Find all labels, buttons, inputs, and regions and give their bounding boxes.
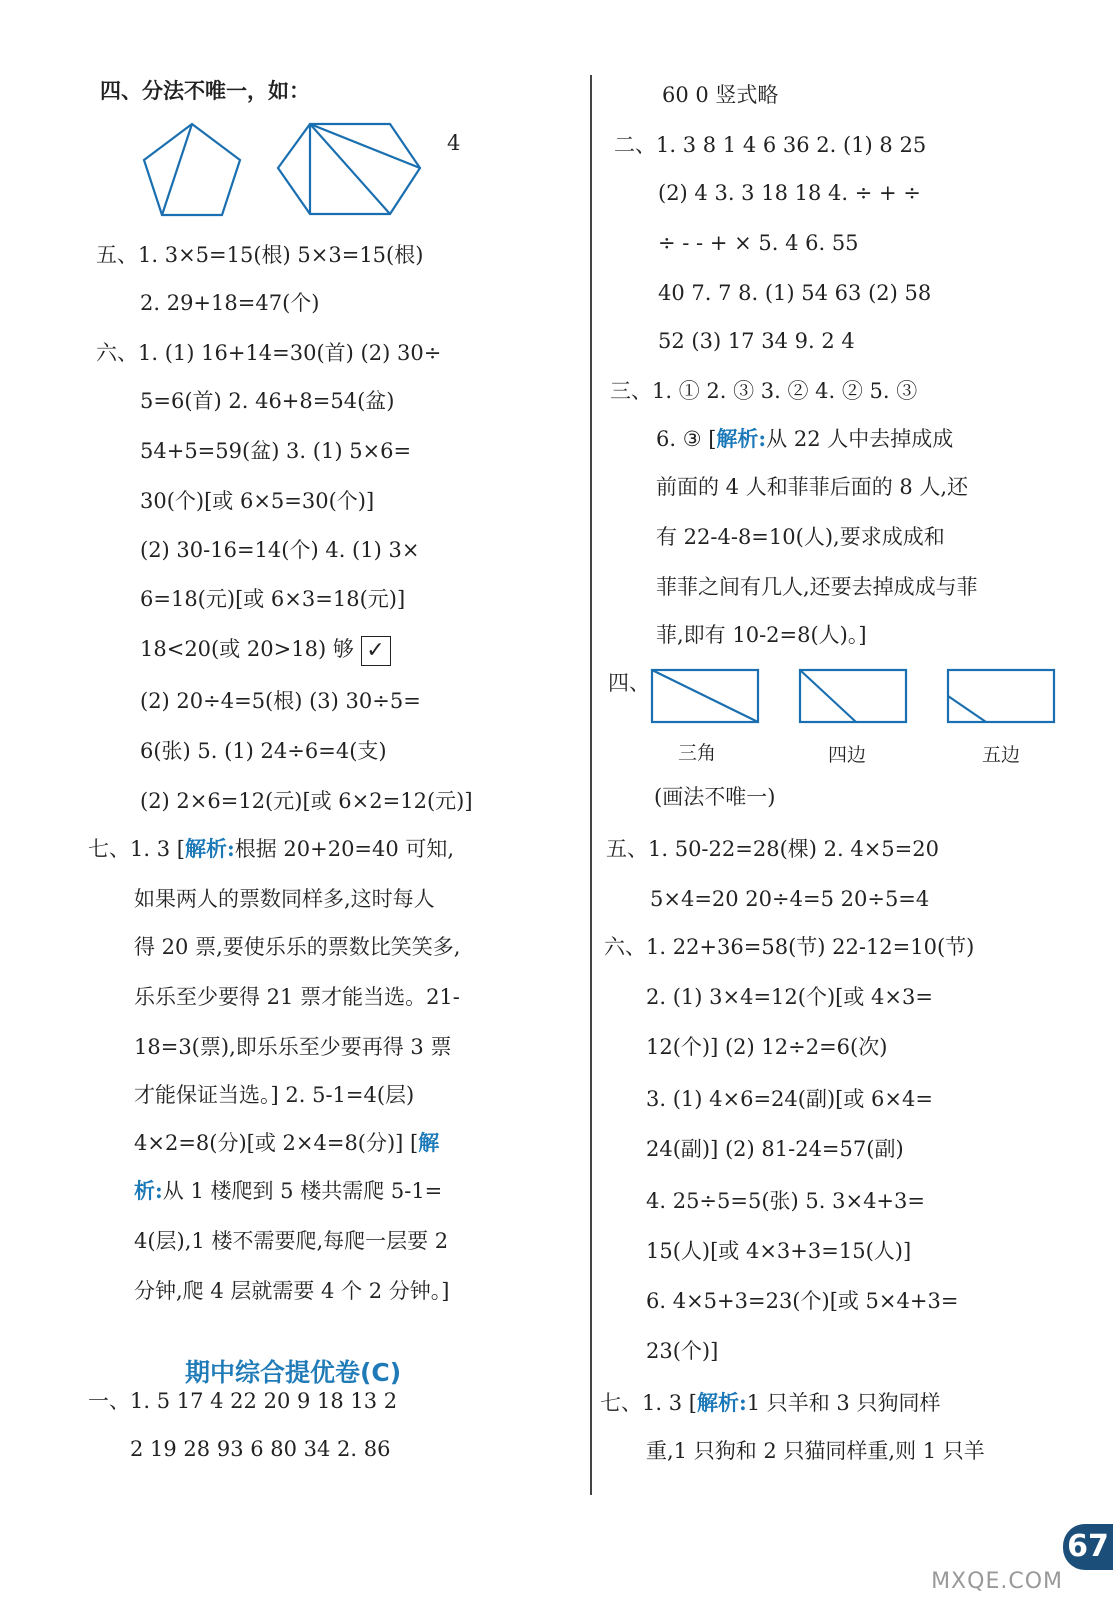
r6-line-3: 12(个)] (2) 12÷2=6(次): [646, 1035, 888, 1059]
s7-line-6: 才能保证当选。] 2. 5-1=4(层): [134, 1083, 415, 1107]
page-number: 67: [1063, 1524, 1113, 1570]
s7-line-8: [134, 1176, 442, 1206]
r6-line-7: 15(人)[或 4×3+3=15(人)]: [646, 1239, 912, 1263]
rect-triangle-cut: [652, 670, 758, 722]
s6-line-4: 30(个)[或 6×5=30(个)]: [140, 489, 375, 513]
r3-line-4: 有 22-4-8=10(人),要求成成和: [656, 525, 945, 549]
r6-line-6: 4. 25÷5=5(张) 5. 3×4+3=: [646, 1189, 925, 1213]
figure-number: 4: [447, 131, 461, 155]
r4-note: (画法不唯一): [654, 785, 776, 809]
r7-line-1: [600, 1388, 940, 1418]
r-line-0: 60 0 竖式略: [662, 83, 779, 107]
r6-line-9: 23(个)]: [646, 1339, 719, 1363]
s7-line-1: [88, 834, 454, 864]
caption-triangle: 三角: [678, 742, 717, 764]
s6-line-1: 六、1. (1) 16+14=30(首) (2) 30÷: [96, 341, 442, 365]
caption-quadrilateral: 四边: [828, 744, 867, 766]
s6-line-2: 5=6(首) 2. 46+8=54(盆): [140, 389, 395, 413]
pentagon-left-cut: [162, 124, 192, 215]
r2-line-4: 40 7. 7 8. (1) 54 63 (2) 58: [658, 281, 932, 305]
s7-line-2: 如果两人的票数同样多,这时每人: [134, 887, 435, 911]
r3-line-2a: 6. ③ [: [656, 427, 717, 451]
s7-line-1a: 七、1. 3 [: [88, 837, 185, 861]
r5-line-1: 五、1. 50-22=28(棵) 2. 4×5=20: [606, 837, 939, 861]
s7-line-1c: 根据 20+20=40 可知,: [234, 837, 455, 861]
column-divider: [590, 75, 592, 1495]
r3-line-6: 菲,即有 10-2=8(人)。]: [656, 623, 867, 647]
r4-heading: 四、: [608, 671, 650, 695]
s6-line-9: 6(张) 5. (1) 24÷6=4(支): [140, 739, 387, 763]
s6-line-10: (2) 2×6=12(元)[或 6×2=12(元)]: [140, 789, 473, 813]
r3-line-5: 菲菲之间有几人,还要去掉成成与菲: [656, 575, 978, 599]
s6-line-5: (2) 30-16=14(个) 4. (1) 3×: [140, 538, 420, 562]
r3-line-2c: 从 22 人中去掉成成: [766, 427, 954, 451]
s7-line-7a: 4×2=8(分)[或 2×4=8(分)] [: [134, 1131, 419, 1155]
section-4-heading: 四、分法不唯一，如：: [100, 78, 310, 103]
rect-pentagon: [948, 670, 1054, 722]
caption-pentagon: 五边: [982, 744, 1021, 766]
r2-line-2: (2) 4 3. 3 18 18 4. ÷ + ÷: [658, 181, 921, 205]
r2-line-5: 52 (3) 17 34 9. 2 4: [658, 329, 855, 353]
r6-line-2: 2. (1) 3×4=12(个)[或 4×3=: [646, 985, 933, 1009]
r3-line-3: 前面的 4 人和菲菲后面的 8 人,还: [656, 475, 969, 499]
r3-line-2: [656, 424, 953, 454]
analysis-label: 解: [418, 1130, 440, 1155]
s5-line-2: 2. 29+18=47(个): [140, 291, 320, 315]
s7-line-8b: 从 1 楼爬到 5 楼共需爬 5-1=: [162, 1179, 443, 1203]
analysis-label: 解析:: [696, 1390, 747, 1415]
rect-pentagon-cut: [948, 696, 986, 722]
s5-line-1: 五、1. 3×5=15(根) 5×3=15(根): [96, 243, 424, 267]
hexagon-cut-2: [310, 124, 390, 214]
r7-line-1c: 1 只羊和 3 只狗同样: [746, 1391, 941, 1415]
r6-line-4: 3. (1) 4×6=24(副)[或 6×4=: [646, 1087, 933, 1111]
s7-line-9: 4(层),1 楼不需要爬,每爬一层要 2: [134, 1229, 449, 1253]
rect-quadrilateral-cut: [800, 670, 856, 722]
watermark: MXQE.COM: [931, 1569, 1063, 1594]
check-box: ✓: [361, 636, 391, 666]
s6-line-8: (2) 20÷4=5(根) (3) 30÷5=: [140, 689, 421, 713]
s1-line-2: 2 19 28 93 6 80 34 2. 86: [130, 1437, 391, 1461]
r6-line-8: 6. 4×5+3=23(个)[或 5×4+3=: [646, 1289, 959, 1313]
s7-line-3: 得 20 票,要使乐乐的票数比笑笑多,: [134, 935, 461, 959]
analysis-label: 解析:: [184, 836, 235, 861]
r7-line-1a: 七、1. 3 [: [600, 1391, 697, 1415]
pentagon-figures: [140, 120, 430, 220]
r6-line-1: 六、1. 22+36=58(节) 22-12=10(节): [604, 935, 975, 959]
s6-line-6: 6=18(元)[或 6×3=18(元)]: [140, 587, 406, 611]
s7-line-7: [134, 1128, 439, 1158]
s7-line-5: 18=3(票),即乐乐至少要再得 3 票: [134, 1035, 452, 1059]
section-title: 期中综合提优卷(C): [185, 1358, 402, 1387]
r5-line-2: 5×4=20 20÷4=5 20÷5=4: [650, 887, 930, 911]
r7-line-2: 重,1 只狗和 2 只猫同样重,则 1 只羊: [646, 1439, 985, 1463]
r6-line-5: 24(副)] (2) 81-24=57(副): [646, 1137, 904, 1161]
r2-line-3: ÷ - - + × 5. 4 6. 55: [658, 231, 859, 255]
s7-line-10: 分钟,爬 4 层就需要 4 个 2 分钟。]: [134, 1279, 450, 1303]
analysis-label: 解析:: [716, 426, 767, 451]
s6-line-3: 54+5=59(盆) 3. (1) 5×6=: [140, 439, 412, 463]
s6-line-7-text: 18<20(或 20>18) 够: [140, 637, 354, 661]
s7-line-4: 乐乐至少要得 21 票才能当选。21-: [134, 985, 460, 1009]
rect-quadrilateral: [800, 670, 906, 722]
s1-line-1: 一、1. 5 17 4 22 20 9 18 13 2: [88, 1389, 398, 1413]
rectangle-figures: [650, 668, 1070, 728]
hexagon-cut-3: [310, 124, 420, 168]
r3-line-1: 三、1. ① 2. ③ 3. ② 4. ② 5. ③: [610, 379, 918, 403]
s6-line-7: [140, 634, 391, 666]
pentagon-left: [144, 124, 240, 215]
analysis-label: 析:: [134, 1178, 163, 1203]
r2-line-1: 二、1. 3 8 1 4 6 36 2. (1) 8 25: [614, 133, 927, 157]
